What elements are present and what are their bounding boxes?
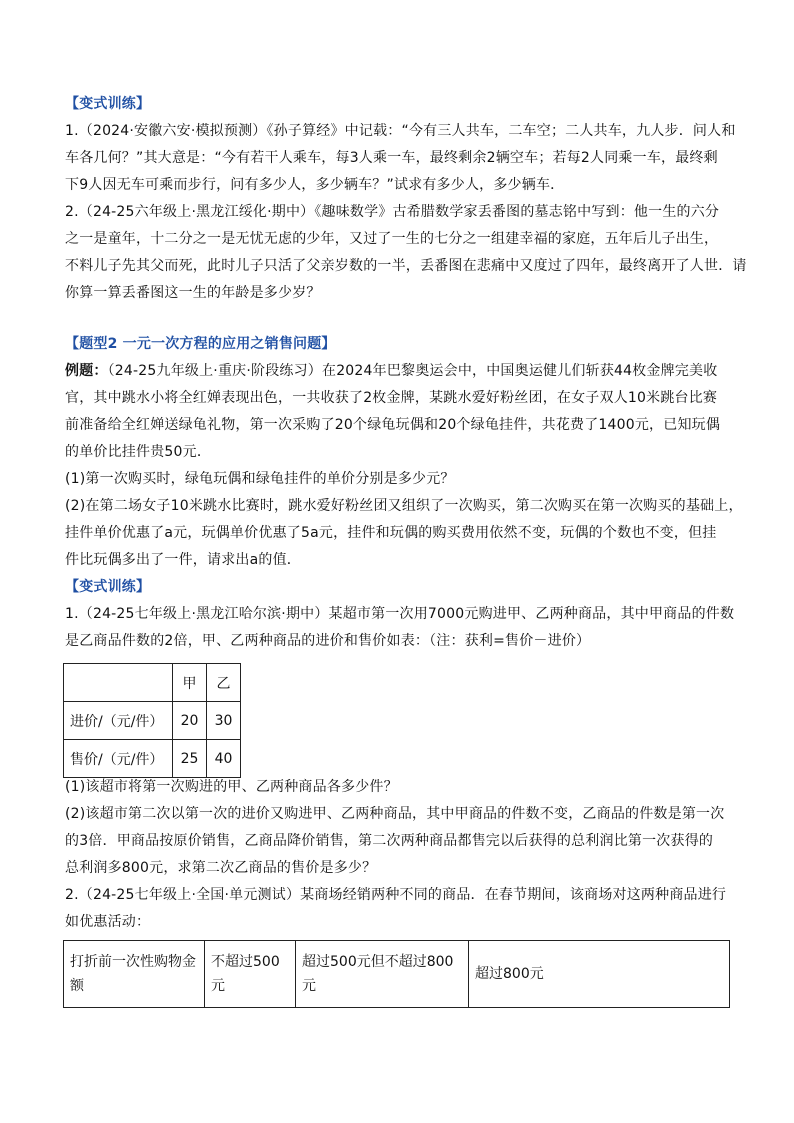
variant-2-line-1: 2.（24-25七年级上·全国·单元测试）某商场经销两种不同的商品．在春节期间，该商场对这两种商品进行 xyxy=(65,887,727,903)
example-part-2-line-1: (2)在第二场女子10米跳水比赛时，跳水爱好粉丝团又组织了一次购买，第二次购买在第一次购买的基础上， xyxy=(65,498,743,514)
problem-2-line-4: 你算一算丢番图这一生的年龄是多少岁？ xyxy=(65,285,321,301)
table-row-label: 售价/（元/件） xyxy=(64,740,173,778)
problem-1-line-1: 1.（2024·安徽六安·模拟预测）《孙子算经》中记载：“今有三人共车，二车空；二人共车，九人步．问人和 xyxy=(65,123,736,139)
cell-text: 额 xyxy=(70,978,84,994)
problem-2-line-2: 之一是童年，十二分之一是无忧无虑的少年，又过了一生的七分之一组建幸福的家庭，五年后儿子出生， xyxy=(65,231,719,247)
example-line-2: 官，其中跳水小将全红婵表现出色，一共收获了2枚金牌，某跳水爱好粉丝团，在女子双人10米跳台比赛 xyxy=(65,390,718,406)
discount-table xyxy=(63,940,730,1008)
variant-1-part-2-line-1: (2)该超市第二次以第一次的进价又购进甲、乙两种商品，其中甲商品的件数不变，乙商品的件数是第一次 xyxy=(65,806,725,822)
table-row xyxy=(64,702,241,740)
table-cell xyxy=(64,664,173,702)
problem-1-line-2: 车各几何？”其大意是：“今有若干人乘车，每3人乘一车，最终剩余2辆空车；若每2人同乘一车，最终剩 xyxy=(65,150,718,166)
table-row xyxy=(64,941,730,1008)
variant-1-line-2: 是乙商品件数的2倍，甲、乙两种商品的进价和售价如表：（注：获利=售价－进价） xyxy=(65,633,591,649)
example-part-1: (1)第一次购买时，绿龟玩偶和绿龟挂件的单价分别是多少元？ xyxy=(65,471,455,487)
table-cell: 超过800元 xyxy=(469,941,730,1008)
table-cell: 40 xyxy=(207,740,241,778)
section-heading: 【变式训练】 xyxy=(65,96,151,112)
table-header-cell: 乙 xyxy=(207,664,241,702)
example-line-1 xyxy=(65,361,717,381)
example-text: （24-25九年级上·重庆·阶段练习）在2024年巴黎奥运会中，中国奥运健儿们斩获44枚金牌完美收 xyxy=(107,363,718,379)
table-cell xyxy=(64,941,205,1008)
variant-2-line-2: 如优惠活动： xyxy=(65,914,151,930)
example-part-2-line-3: 件比玩偶多出了一件，请求出a的值． xyxy=(65,552,301,568)
problem-2-line-1: 2.（24-25六年级上·黑龙江绥化·期中）《趣味数学》古希腊数学家丢番图的墓志铭中写到：他一生的六分 xyxy=(65,204,720,220)
table-cell xyxy=(205,941,296,1008)
example-line-4: 的单价比挂件贵50元． xyxy=(65,444,212,460)
table-cell: 25 xyxy=(173,740,207,778)
price-table xyxy=(63,663,241,778)
section-heading: 【变式训练】 xyxy=(65,579,151,595)
variant-1-part-2-line-2: 的3倍．甲商品按原价销售，乙商品降价销售，第二次两种商品都售完以后获得的总利润比第一次获得的 xyxy=(65,833,714,849)
table-cell xyxy=(296,941,469,1008)
problem-2-line-3: 不料儿子先其父而死，此时儿子只活了父亲岁数的一半，丢番图在悲痛中又度过了四年，最终离开了人世．请 xyxy=(65,258,747,274)
cell-text: 不超过500 xyxy=(211,954,280,970)
table-cell: 20 xyxy=(173,702,207,740)
cell-text: 超过500元但不超过800 xyxy=(302,954,454,970)
table-cell: 30 xyxy=(207,702,241,740)
table-row xyxy=(64,664,241,702)
cell-text: 打折前一次性购物金 xyxy=(70,954,196,970)
cell-text: 元 xyxy=(302,978,316,994)
cell-text: 元 xyxy=(211,978,225,994)
table-row xyxy=(64,740,241,778)
variant-1-part-2-line-3: 总利润多800元，求第二次乙商品的售价是多少？ xyxy=(65,860,377,876)
variant-1-part-1: (1)该超市将第一次购进的甲、乙两种商品各多少件？ xyxy=(65,779,398,795)
example-part-2-line-2: 挂件单价优惠了a元，玩偶单价优惠了5a元，挂件和玩偶的购买费用依然不变，玩偶的个数也不变，但挂 xyxy=(65,525,717,541)
example-line-3: 前准备给全红婵送绿龟礼物，第一次采购了20个绿龟玩偶和20个绿龟挂件，共花费了1400元，已知玩偶 xyxy=(65,417,721,433)
variant-1-line-1: 1.（24-25七年级上·黑龙江哈尔滨·期中）某超市第一次用7000元购进甲、乙两种商品，其中甲商品的件数 xyxy=(65,606,735,622)
section-heading: 【题型2 一元一次方程的应用之销售问题】 xyxy=(65,336,336,352)
table-row-label: 进价/（元/件） xyxy=(64,702,173,740)
problem-1-line-3: 下9人因无车可乘而步行，问有多少人，多少辆车？”试求有多少人，多少辆车． xyxy=(65,177,565,193)
table-header-cell: 甲 xyxy=(173,664,207,702)
example-label: 例题： xyxy=(65,363,108,379)
